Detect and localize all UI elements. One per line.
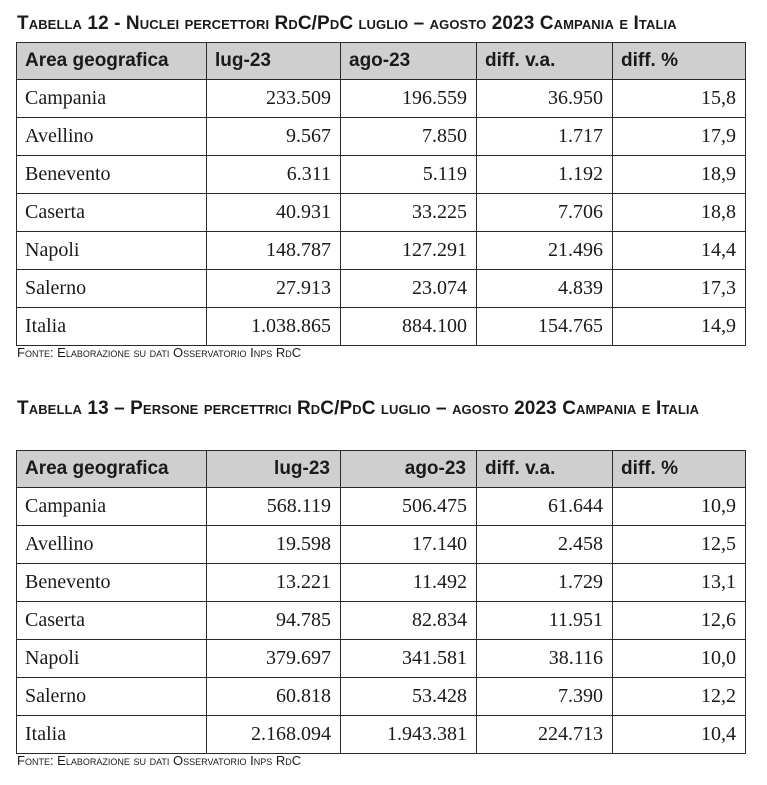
- column-header-diff-va: diff. v.a.: [477, 451, 613, 488]
- cell-diff-va: 4.839: [477, 270, 613, 308]
- table-row: [17, 526, 746, 564]
- table-row: [17, 564, 746, 602]
- cell-diff-va: 7.706: [477, 194, 613, 232]
- table-header-row: [17, 451, 746, 488]
- cell-lug: 1.038.865: [207, 308, 341, 346]
- cell-ago: 196.559: [341, 80, 477, 118]
- cell-lug: 27.913: [207, 270, 341, 308]
- cell-area: Benevento: [17, 156, 207, 194]
- cell-lug: 9.567: [207, 118, 341, 156]
- table-row: [17, 678, 746, 716]
- cell-area: Campania: [17, 80, 207, 118]
- table-row: [17, 118, 746, 156]
- table-row: [17, 308, 746, 346]
- cell-lug: 19.598: [207, 526, 341, 564]
- table-row: [17, 156, 746, 194]
- cell-diff-pct: 18,9: [613, 156, 746, 194]
- cell-diff-va: 11.951: [477, 602, 613, 640]
- cell-diff-pct: 12,6: [613, 602, 746, 640]
- cell-area: Italia: [17, 308, 207, 346]
- cell-diff-pct: 12,2: [613, 678, 746, 716]
- table-row: [17, 640, 746, 678]
- cell-lug: 148.787: [207, 232, 341, 270]
- cell-ago: 506.475: [341, 488, 477, 526]
- cell-lug: 6.311: [207, 156, 341, 194]
- table-13-source: Fonte: Elaborazione su dati Osservatorio Inps RdC: [17, 753, 302, 768]
- cell-area: Napoli: [17, 232, 207, 270]
- column-header-ago: ago-23: [341, 451, 477, 488]
- column-header-ago: ago-23: [341, 43, 477, 80]
- cell-diff-pct: 14,4: [613, 232, 746, 270]
- column-header-lug: lug-23: [207, 451, 341, 488]
- cell-area: Salerno: [17, 270, 207, 308]
- cell-ago: 11.492: [341, 564, 477, 602]
- cell-area: Napoli: [17, 640, 207, 678]
- cell-lug: 568.119: [207, 488, 341, 526]
- cell-diff-va: 1.192: [477, 156, 613, 194]
- cell-diff-pct: 15,8: [613, 80, 746, 118]
- cell-area: Benevento: [17, 564, 207, 602]
- cell-ago: 23.074: [341, 270, 477, 308]
- cell-lug: 233.509: [207, 80, 341, 118]
- table-row: [17, 80, 746, 118]
- column-header-diff-pct: diff. %: [613, 43, 746, 80]
- cell-lug: 60.818: [207, 678, 341, 716]
- column-header-diff-va: diff. v.a.: [477, 43, 613, 80]
- cell-ago: 5.119: [341, 156, 477, 194]
- cell-ago: 82.834: [341, 602, 477, 640]
- cell-area: Campania: [17, 488, 207, 526]
- table-13: [16, 450, 746, 754]
- cell-lug: 13.221: [207, 564, 341, 602]
- cell-diff-pct: 10,0: [613, 640, 746, 678]
- cell-diff-pct: 14,9: [613, 308, 746, 346]
- cell-diff-va: 21.496: [477, 232, 613, 270]
- table-12-caption: Tabella 12 - Nuclei percettori RdC/PdC luglio – agosto 2023 Campania e Italia: [17, 13, 677, 34]
- cell-area: Italia: [17, 716, 207, 754]
- cell-ago: 1.943.381: [341, 716, 477, 754]
- cell-ago: 884.100: [341, 308, 477, 346]
- cell-diff-va: 61.644: [477, 488, 613, 526]
- column-header-area: Area geografica: [17, 43, 207, 80]
- cell-ago: 341.581: [341, 640, 477, 678]
- cell-diff-va: 1.717: [477, 118, 613, 156]
- cell-diff-pct: 10,9: [613, 488, 746, 526]
- cell-ago: 127.291: [341, 232, 477, 270]
- cell-diff-va: 38.116: [477, 640, 613, 678]
- cell-ago: 7.850: [341, 118, 477, 156]
- table-row: [17, 602, 746, 640]
- cell-diff-va: 224.713: [477, 716, 613, 754]
- table-row: [17, 270, 746, 308]
- cell-area: Caserta: [17, 194, 207, 232]
- cell-diff-pct: 12,5: [613, 526, 746, 564]
- table-row: [17, 232, 746, 270]
- table-row: [17, 488, 746, 526]
- cell-lug: 379.697: [207, 640, 341, 678]
- cell-diff-va: 154.765: [477, 308, 613, 346]
- cell-diff-va: 7.390: [477, 678, 613, 716]
- table-header-row: [17, 43, 746, 80]
- cell-diff-va: 2.458: [477, 526, 613, 564]
- table-13-caption: Tabella 13 – Persone percettrici RdC/PdC luglio – agosto 2023 Campania e Italia: [17, 398, 700, 419]
- table-12: [16, 42, 746, 346]
- cell-ago: 53.428: [341, 678, 477, 716]
- cell-diff-va: 36.950: [477, 80, 613, 118]
- cell-lug: 2.168.094: [207, 716, 341, 754]
- cell-diff-pct: 13,1: [613, 564, 746, 602]
- column-header-lug: lug-23: [207, 43, 341, 80]
- cell-lug: 40.931: [207, 194, 341, 232]
- cell-diff-pct: 10,4: [613, 716, 746, 754]
- cell-lug: 94.785: [207, 602, 341, 640]
- cell-area: Avellino: [17, 118, 207, 156]
- cell-diff-pct: 17,3: [613, 270, 746, 308]
- cell-diff-pct: 17,9: [613, 118, 746, 156]
- column-header-area: Area geografica: [17, 451, 207, 488]
- table-12-source: Fonte: Elaborazione su dati Osservatorio Inps RdC: [17, 345, 302, 360]
- cell-ago: 17.140: [341, 526, 477, 564]
- cell-ago: 33.225: [341, 194, 477, 232]
- cell-area: Avellino: [17, 526, 207, 564]
- cell-diff-pct: 18,8: [613, 194, 746, 232]
- table-row: [17, 194, 746, 232]
- table-row: [17, 716, 746, 754]
- cell-area: Caserta: [17, 602, 207, 640]
- cell-diff-va: 1.729: [477, 564, 613, 602]
- column-header-diff-pct: diff. %: [613, 451, 746, 488]
- cell-area: Salerno: [17, 678, 207, 716]
